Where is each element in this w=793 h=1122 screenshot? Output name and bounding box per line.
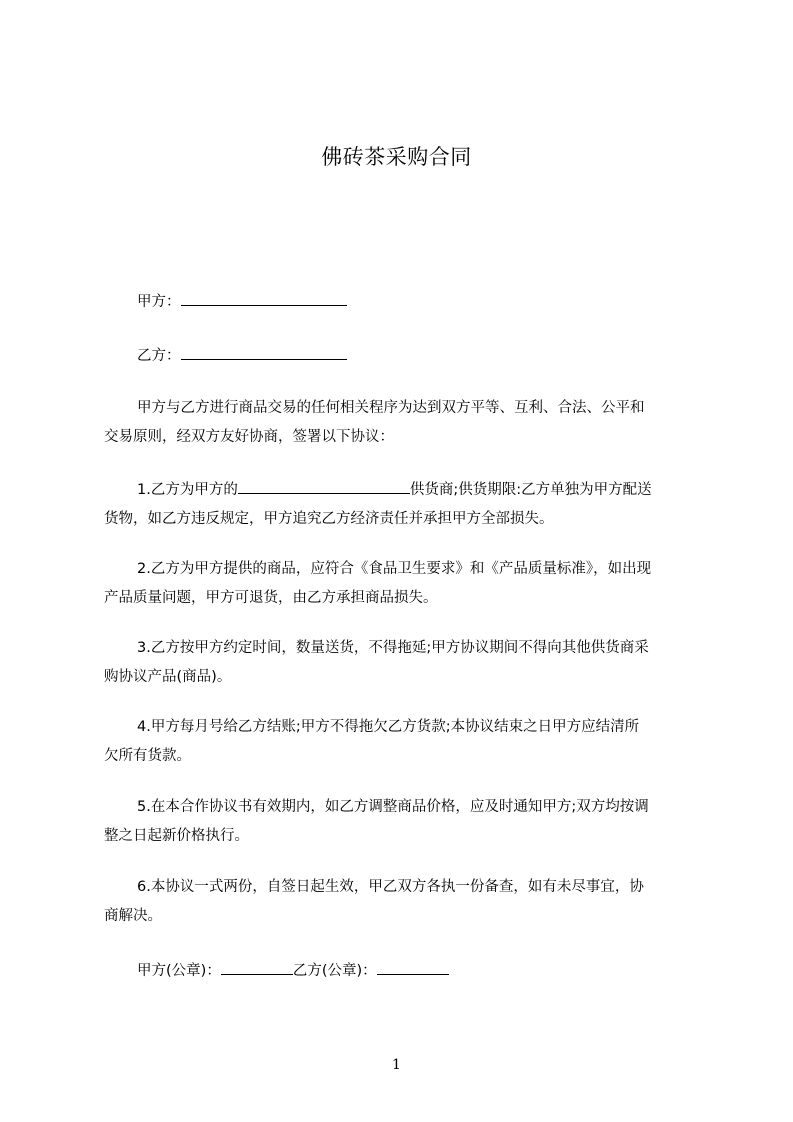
sign-b-label: 乙方(公章)：	[292, 963, 377, 979]
clause-5-line-2: 整之日起新价格执行。	[104, 828, 249, 844]
sign-a-label: 甲方(公章)：	[137, 963, 221, 979]
clause-2-line-1: 2.乙方为甲方提供的商品，应符合《食品卫生要求》和《产品质量标准》，如出现	[137, 561, 652, 577]
party-b-line	[137, 344, 347, 366]
clause-1-line-2: 货物，如乙方违反规定，甲方追究乙方经济责任并承担甲方全部损失。	[104, 511, 554, 527]
clause-3-line-2: 购协议产品(商品)。	[104, 669, 232, 685]
clause-4-line-2: 欠所有货款。	[104, 748, 191, 764]
supplier-blank	[238, 478, 410, 494]
intro-paragraph	[104, 394, 699, 452]
sign-a-blank	[221, 959, 293, 975]
clause-4	[104, 713, 699, 771]
party-b-label: 乙方：	[137, 348, 181, 364]
clause-5	[104, 793, 699, 851]
clause-1-suffix: 供货商;供货期限:乙方单独为甲方配送	[409, 482, 652, 498]
clause-3	[104, 634, 699, 692]
clause-2	[104, 555, 699, 613]
clause-4-line-1: 4.甲方每月号给乙方结账;甲方不得拖欠乙方货款;本协议结束之日甲方应结清所	[137, 719, 640, 735]
party-a-blank	[181, 290, 347, 306]
clause-5-line-1: 5.在本合作协议书有效期内，如乙方调整商品价格，应及时通知甲方;双方均按调	[137, 799, 649, 815]
clause-3-line-1: 3.乙方按甲方约定时间，数量送货，不得拖延;甲方协议期间不得向其他供货商采	[137, 640, 649, 656]
party-a-label: 甲方：	[137, 294, 181, 310]
intro-line-2: 交易原则，经双方友好协商，签署以下协议：	[104, 429, 394, 445]
clause-2-line-2: 产品质量问题，甲方可退货，由乙方承担商品损失。	[104, 590, 438, 606]
clause-6	[104, 873, 699, 931]
clause-1-line-1	[104, 476, 699, 505]
signature-line	[137, 959, 449, 981]
clause-1-prefix: 1.乙方为甲方的	[137, 482, 238, 498]
clause-6-line-2: 商解决。	[104, 908, 162, 924]
party-b-blank	[181, 344, 347, 360]
sign-b-blank	[377, 959, 449, 975]
clause-1	[104, 476, 699, 534]
page-number: 1	[392, 1057, 401, 1073]
intro-line-1: 甲方与乙方进行商品交易的任何相关程序为达到双方平等、互利、合法、公平和	[137, 400, 645, 416]
party-a-line	[137, 290, 347, 312]
clause-6-line-1: 6.本协议一式两份，自签日起生效，甲乙双方各执一份备查，如有未尽事宜，协	[137, 879, 644, 895]
page-title: 佛砖茶采购合同	[321, 145, 472, 169]
